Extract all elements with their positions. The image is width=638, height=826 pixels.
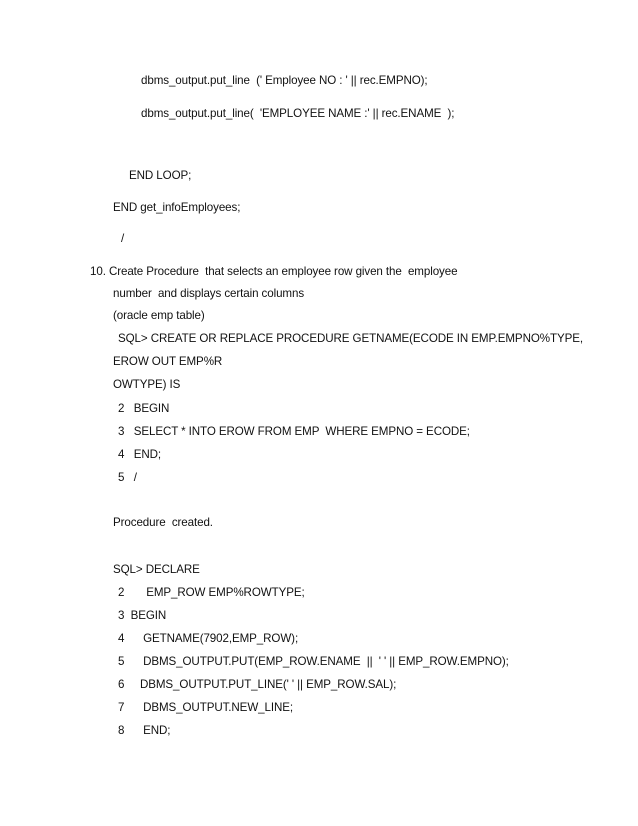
output-procedure-created: Procedure created. [113, 516, 213, 529]
sql-create-continuation-1: EROW OUT EMP%R [113, 355, 223, 368]
sql-declare-line-5: 5 DBMS_OUTPUT.PUT(EMP_ROW.ENAME || ' ' || EMP_ROW.EMPNO); [118, 655, 509, 668]
task-heading: 10. Create Procedure that selects an employee row given the employee [90, 265, 458, 278]
sql-declare-line-2: 2 EMP_ROW EMP%ROWTYPE; [118, 586, 305, 599]
code-line-end-procedure: END get_infoEmployees; [113, 201, 241, 214]
code-line-slash: / [121, 232, 125, 245]
code-line-end-loop: END LOOP; [129, 169, 192, 182]
sql-declare-line-8: 8 END; [118, 724, 171, 737]
sql-line-5-slash: 5 / [118, 471, 137, 484]
sql-declare-line-7: 7 DBMS_OUTPUT.NEW_LINE; [118, 701, 294, 714]
code-line-put-line-ename: dbms_output.put_line( 'EMPLOYEE NAME :' || rec.ENAME ); [141, 107, 455, 120]
sql-line-2-begin: 2 BEGIN [118, 402, 170, 415]
sql-create-continuation-2: OWTYPE) IS [113, 378, 181, 391]
sql-declare-line: SQL> DECLARE [113, 563, 200, 576]
sql-create-procedure-line: SQL> CREATE OR REPLACE PROCEDURE GETNAME(ECODE IN EMP.EMPNO%TYPE, [118, 332, 583, 345]
sql-line-3-select: 3 SELECT * INTO EROW FROM EMP WHERE EMPNO = ECODE; [118, 425, 470, 438]
code-line-put-line-empno: dbms_output.put_line (' Employee NO : ' || rec.EMPNO); [141, 74, 428, 87]
sql-declare-line-3: 3 BEGIN [118, 609, 167, 622]
task-note: (oracle emp table) [113, 309, 205, 322]
sql-declare-line-6: 6 DBMS_OUTPUT.PUT_LINE(' ' || EMP_ROW.SAL); [118, 678, 397, 691]
task-description: number and displays certain columns [113, 287, 305, 300]
sql-line-4-end: 4 END; [118, 448, 162, 461]
sql-declare-line-4: 4 GETNAME(7902,EMP_ROW); [118, 632, 299, 645]
